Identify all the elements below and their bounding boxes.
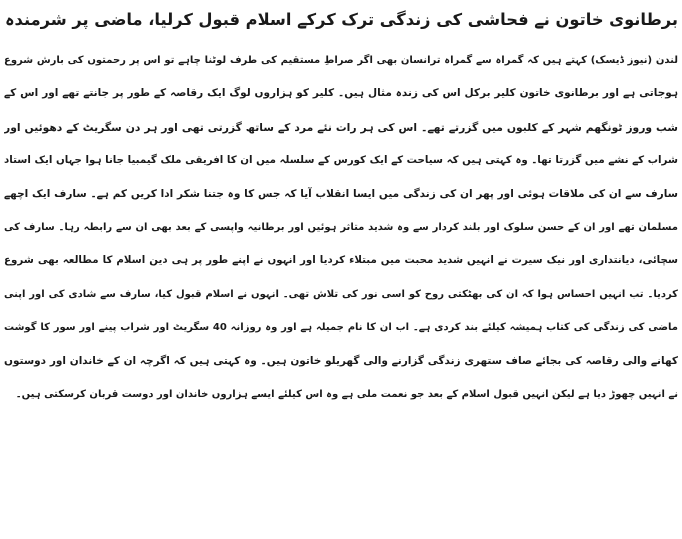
body-line-1: لندن (نیوز ڈیسک) کہتے ہیں کہ گمراہ سے گمراہ ترانسان بھی اگر صراطِ مستقیم کی طرف لوٹنا چاہے تو اس پر رحمتوں کی بارش شروع (4, 55, 678, 66)
article-body (4, 44, 678, 411)
article-headline: برطانوی خاتون نے فحاشی کی زندگی ترک کرکے اسلام قبول کرلیا، ماضی پر شرمندہ (5, 10, 678, 29)
body-line-6: مسلمان تھے اور ان کے حسن سلوک اور بلند کردار سے وہ شدید متاثر ہوئیں اور برطانیہ واپسی کے بعد بھی ان سے رابطہ رہا۔ سارف کی (4, 221, 678, 233)
body-line-5: سارف سے ان کی ملاقات ہوئی اور پھر ان کی زندگی میں ایسا انقلاب آیا کہ جس کا وہ جتنا شکر ادا کریں کم ہے۔ سارف ایک اچھے (4, 187, 678, 200)
news-article (4, 0, 678, 411)
body-line-8: کردیا۔ تب انہیں احساس ہوا کہ ان کی بھٹکتی روح کو اسی نور کی تلاش تھی۔ انہوں نے اسلام قبول کیا، سارف سے شادی کی اور اپنی (4, 288, 678, 300)
body-line-7: سچائی، دیانتداری اور نیک سیرت نے انہیں شدید محبت میں مبتلاء کردیا اور انہوں نے اپنے طور پر ہی دین اسلام کا مطالعہ بھی شروع (4, 254, 678, 267)
body-line-4: شراب کے نشے میں گزرتا تھا۔ وہ کہتی ہیں کہ سیاحت کے ایک کورس کے سلسلہ میں ان کا افریقی ملک گیمبیا جانا ہوا جہاں ایک استاد (4, 154, 678, 167)
body-line-9: ماضی کی زندگی کی کتاب ہمیشہ کیلئے بند کردی ہے۔ اب ان کا نام جمیلہ ہے اور وہ روزانہ 40 سگریٹ اور شراب پینے اور سور کا گوشت (4, 322, 678, 334)
body-line-10: کھانے والی رقاصہ کی بجائے صاف ستھری زندگی گزارنے والی گھریلو خاتون ہیں۔ وہ کہتی ہیں کہ اگرچہ ان کے خاندان اور دوستوں (4, 354, 678, 367)
body-line-2: ہوجاتی ہے اور برطانوی خاتون کلیر برکل اس کی زندہ مثال ہیں۔ کلیر کو ہزاروں لوگ ایک رقاصہ کے طور پر جانتے تھے اور اس کے (4, 87, 678, 100)
body-line-11: نے انہیں چھوڑ دیا ہے لیکن انہیں قبول اسلام کے بعد جو نعمت ملی ہے وہ اس کیلئے ایسے ہزاروں خاندان اور دوست قربان کرسکتی ہیں۔ (15, 388, 678, 400)
body-line-3: شب وروز ٹونگھم شہر کے کلبوں میں گزرتے تھے۔ اس کی ہر رات نئے مرد کے ساتھ گزرتی تھی اور ہر دن سگریٹ کے دھوئیں اور (4, 120, 678, 134)
